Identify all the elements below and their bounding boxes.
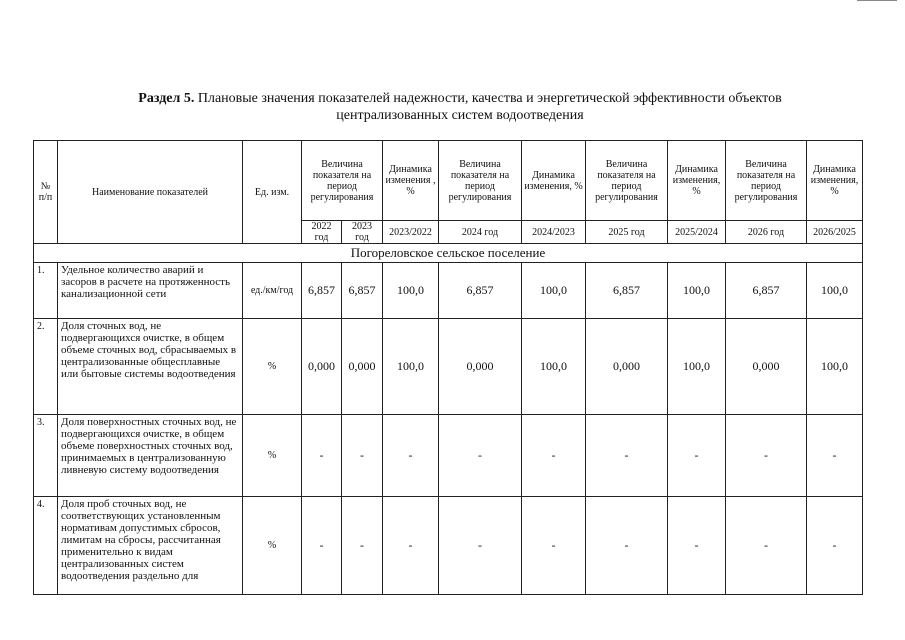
value-cell: -	[522, 497, 586, 595]
value-cell: 0,000	[439, 319, 522, 415]
value-cell: 0,000	[586, 319, 668, 415]
value-cell: -	[522, 415, 586, 497]
value-cell: -	[302, 415, 342, 497]
section-number: Раздел 5.	[138, 91, 195, 106]
value-cell: -	[726, 415, 807, 497]
value-cell: 6,857	[342, 263, 383, 319]
header-value-2026: Величина показателя на период регулирования	[726, 141, 807, 221]
header-num: № п/п	[34, 141, 58, 244]
indicator-name: Удельное количество аварий и засоров в расчете на протяженность канализационной сети	[58, 263, 243, 319]
value-cell: 100,0	[668, 263, 726, 319]
value-cell: -	[586, 497, 668, 595]
value-cell: 0,000	[342, 319, 383, 415]
value-cell: -	[586, 415, 668, 497]
unit-cell: %	[243, 497, 302, 595]
value-cell: -	[439, 415, 522, 497]
row-number: 2.	[34, 319, 58, 415]
value-cell: -	[668, 497, 726, 595]
value-cell: -	[807, 415, 863, 497]
indicators-table	[33, 140, 863, 595]
value-cell: 100,0	[522, 263, 586, 319]
value-cell: 100,0	[807, 263, 863, 319]
header-dynamics-4: Динамика изменения, %	[807, 141, 863, 221]
title-line-1: Плановые значения показателей надежности, качества и энергетической эффективности объектов	[194, 91, 782, 106]
unit-cell: %	[243, 415, 302, 497]
year-header: 2026/2025	[807, 221, 863, 244]
value-cell: -	[342, 497, 383, 595]
value-cell: 6,857	[586, 263, 668, 319]
value-cell: -	[342, 415, 383, 497]
indicator-name: Доля сточных вод, не подвергающихся очистке, в общем объеме сточных вод, сбрасываемых в централизованные общесплавные или бытовые системы водоотведения	[58, 319, 243, 415]
year-header: 2023/2022	[383, 221, 439, 244]
value-cell: 0,000	[302, 319, 342, 415]
section-title	[60, 90, 860, 124]
header-dynamics-3: Динамика изменения, %	[668, 141, 726, 221]
value-cell: 0,000	[726, 319, 807, 415]
header-dynamics-2: Динамика изменения, %	[522, 141, 586, 221]
year-header: 2023 год	[342, 221, 383, 244]
value-cell: -	[668, 415, 726, 497]
value-cell: -	[807, 497, 863, 595]
year-header: 2022 год	[302, 221, 342, 244]
settlement-section-row: Погореловское сельское поселение	[34, 244, 863, 263]
table-row	[34, 415, 863, 497]
value-cell: 100,0	[383, 263, 439, 319]
header-unit: Ед. изм.	[243, 141, 302, 244]
title-line-2: централизованных систем водоотведения	[336, 108, 584, 123]
value-cell: -	[726, 497, 807, 595]
value-cell: 100,0	[807, 319, 863, 415]
indicator-name: Доля поверхностных сточных вод, не подвергающихся очистке, в общем объеме поверхностных сточных вод, принимаемых в централизованную ливневую систему водоотведения	[58, 415, 243, 497]
value-cell: -	[302, 497, 342, 595]
value-cell: -	[439, 497, 522, 595]
year-header: 2026 год	[726, 221, 807, 244]
header-value-2025: Величина показателя на период регулирования	[586, 141, 668, 221]
value-cell: 6,857	[726, 263, 807, 319]
value-cell: 100,0	[522, 319, 586, 415]
year-header: 2024 год	[439, 221, 522, 244]
header-name: Наименование показателей	[58, 141, 243, 244]
year-header: 2025 год	[586, 221, 668, 244]
scan-edge-line	[857, 0, 897, 1]
unit-cell: ед./км/год	[243, 263, 302, 319]
year-header: 2025/2024	[668, 221, 726, 244]
table-row	[34, 497, 863, 595]
value-cell: 100,0	[668, 319, 726, 415]
year-header: 2024/2023	[522, 221, 586, 244]
value-cell: -	[383, 415, 439, 497]
value-cell: 6,857	[302, 263, 342, 319]
table-row	[34, 263, 863, 319]
row-number: 1.	[34, 263, 58, 319]
row-number: 4.	[34, 497, 58, 595]
table-row	[34, 319, 863, 415]
row-number: 3.	[34, 415, 58, 497]
value-cell: 6,857	[439, 263, 522, 319]
indicator-name: Доля проб сточных вод, не соответствующих установленным нормативам допустимых сбросов, лимитам на сбросы, рассчитанная применительно к видам централизованных систем водоотведения раздельно для	[58, 497, 243, 595]
header-value-period: Величина показателя на период регулирования	[302, 141, 383, 221]
value-cell: 100,0	[383, 319, 439, 415]
header-dynamics-1: Динамика изменения , %	[383, 141, 439, 221]
value-cell: -	[383, 497, 439, 595]
unit-cell: %	[243, 319, 302, 415]
header-value-2024: Величина показателя на период регулирования	[439, 141, 522, 221]
